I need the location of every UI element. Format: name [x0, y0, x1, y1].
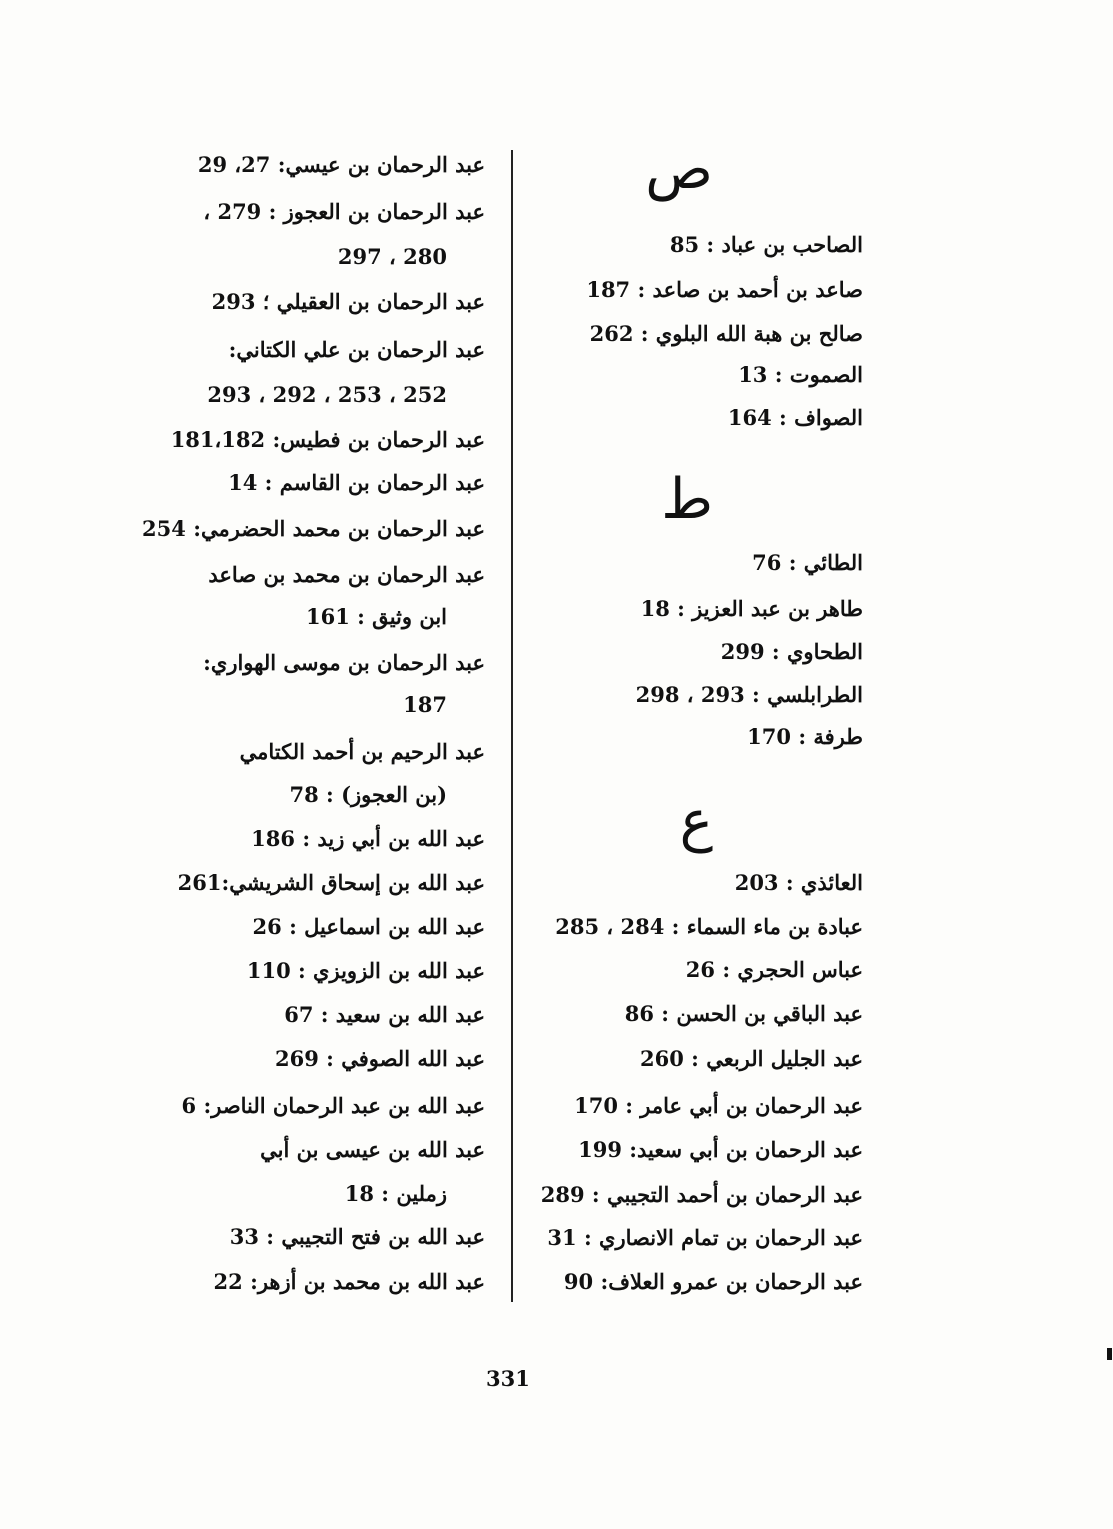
index-entry: عبد الرحمان بن محمد الحضرمي: 254	[142, 516, 485, 541]
page-number: 331	[486, 1366, 530, 1391]
index-entry-continuation: ابن وثيق : 161	[305, 604, 447, 629]
index-entry: الصاحب بن عباد : 85	[669, 232, 863, 257]
index-entry: عبد الرحمان بن أبي سعيد: 199	[578, 1137, 863, 1162]
index-entry: عبد الله بن إسحاق الشريشي:261	[177, 870, 485, 895]
index-entry: عباس الحجري : 26	[685, 957, 863, 982]
index-entry-continuation: 280 ، 297	[337, 244, 447, 269]
index-entry: الطائي : 76	[752, 550, 863, 575]
index-entry: الصواف : 164	[727, 405, 863, 430]
index-entry: صالح بن هبة الله البلوي : 262	[589, 321, 863, 346]
index-entry: عبد الرحيم بن أحمد الكتامي	[239, 739, 485, 764]
index-entry: صاعد بن أحمد بن صاعد : 187	[586, 277, 863, 302]
index-entry: عبد الله بن اسماعيل : 26	[252, 914, 485, 939]
index-entry: الطرابلسي : 293 ، 298	[635, 682, 863, 707]
index-entry: عبد الله بن فتح التجيبي : 33	[229, 1224, 485, 1249]
index-entry: الطحاوي : 299	[720, 639, 863, 664]
index-entry: عبد الرحمان بن موسى الهواري:	[203, 650, 485, 675]
index-entry: عبد الرحمان بن عمرو العلاف: 90	[563, 1269, 863, 1294]
index-entry: عبد الله بن أبي زيد : 186	[251, 826, 485, 851]
index-entry: عبادة بن ماء السماء : 284 ، 285	[555, 914, 863, 939]
index-entry-continuation: (بن العجوز) : 78	[289, 782, 447, 807]
index-entry: عبد الله بن سعيد : 67	[284, 1002, 485, 1027]
index-entry: عبد الباقي بن الحسن : 86	[624, 1001, 863, 1026]
column-divider	[511, 150, 513, 1302]
index-entry: عبد الرحمان بن العجوز : 279 ،	[203, 199, 485, 224]
index-entry: عبد الجليل الربعي : 260	[639, 1046, 863, 1071]
section-letter-ta: ط	[661, 467, 713, 532]
index-entry: الصموت : 13	[738, 362, 863, 387]
index-entry-continuation: زملين : 18	[344, 1181, 447, 1206]
index-entry: عبد الله بن عيسى بن أبي	[260, 1137, 485, 1162]
index-entry: عبد الرحمان بن عيسي: 27، 29	[197, 152, 485, 177]
index-entry: عبد الرحمان بن أبي عامر : 170	[574, 1093, 863, 1118]
index-entry: عبد الله بن محمد بن أزهر: 22	[213, 1269, 485, 1294]
index-entry: طرفة : 170	[747, 724, 863, 749]
index-entry: عبد الرحمان بن تمام الانصاري : 31	[547, 1225, 863, 1250]
section-letter-ain: ع	[679, 789, 713, 854]
scan-edge-mark	[1107, 1348, 1112, 1360]
index-entry: عبد الله الصوفي : 269	[274, 1046, 485, 1071]
index-entry: طاهر بن عبد العزيز : 18	[640, 596, 863, 621]
index-entry: عبد الله بن عبد الرحمان الناصر: 6	[181, 1093, 485, 1118]
index-entry-continuation: 252 ، 253 ، 292 ، 293	[207, 382, 447, 407]
index-entry: عبد الرحمان بن محمد بن صاعد	[208, 562, 485, 587]
index-entry: عبد الرحمان بن فطيس: 181،182	[170, 427, 485, 452]
index-entry: عبد الرحمان بن أحمد التجيبي : 289	[540, 1182, 863, 1207]
index-entry: العائذي : 203	[734, 870, 863, 895]
index-entry: عبد الرحمان بن القاسم : 14	[228, 470, 485, 495]
index-entry: عبد الله بن الزويزي : 110	[246, 958, 485, 983]
section-letter-sad: ص	[645, 137, 713, 202]
index-entry-continuation: 187	[403, 692, 447, 717]
index-entry: عبد الرحمان بن العقيلي ؛ 293	[211, 289, 485, 314]
index-entry: عبد الرحمان بن علي الكتاني:	[228, 337, 485, 362]
